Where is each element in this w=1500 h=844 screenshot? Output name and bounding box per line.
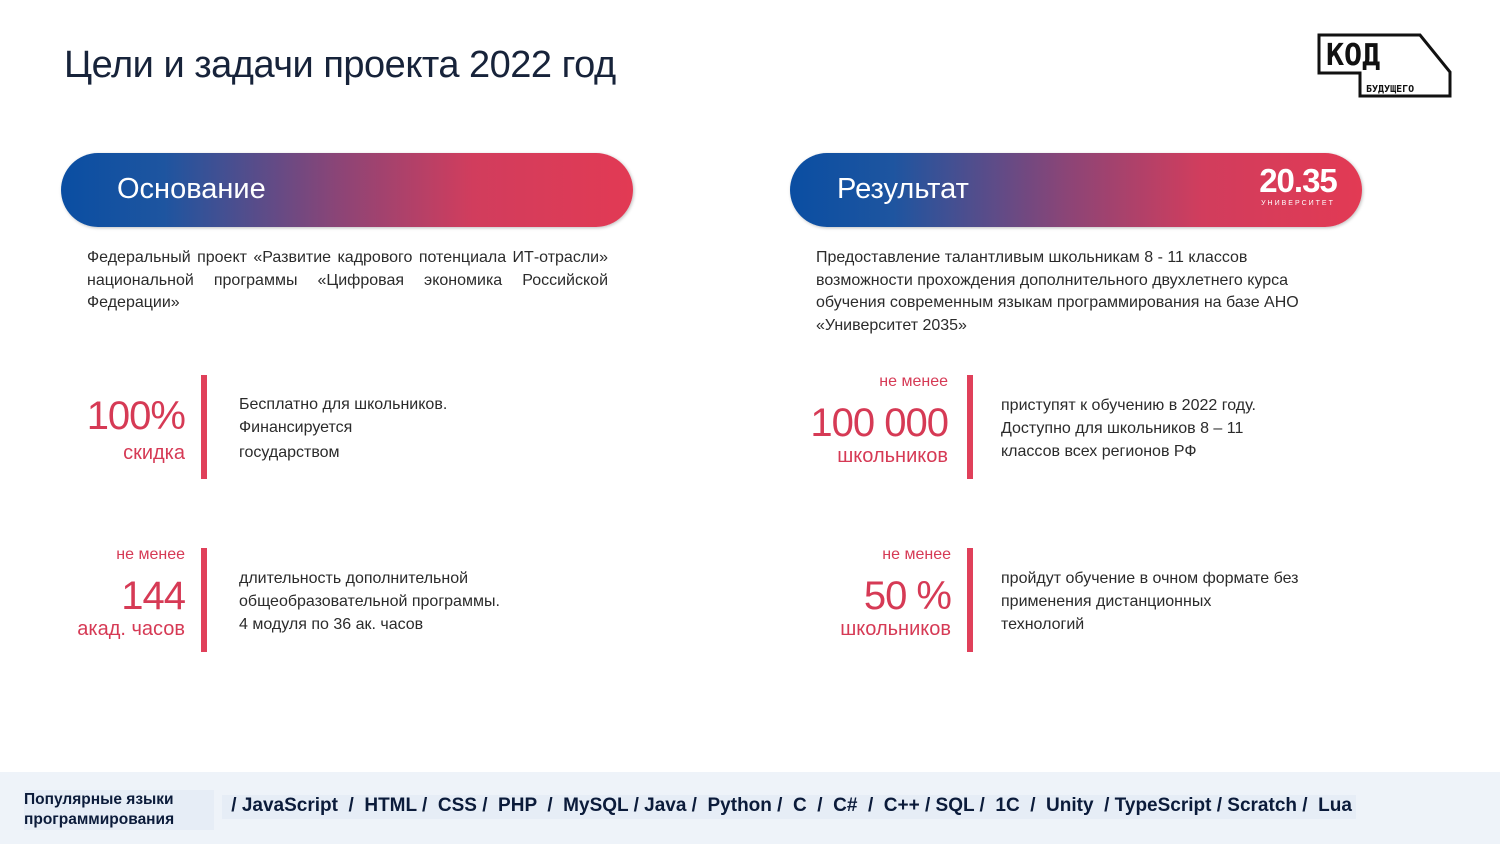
offline-text: [1001, 567, 1298, 636]
discount-unit: скидка: [123, 442, 185, 464]
result-description: Предоставление талантливым школьникам 8 - 11 классов возможности прохождения дополнительного двухлетнего курса обучения современным языкам программирования на базе АНО «Университет 2035»: [816, 249, 1299, 334]
offline-text-line: технологий: [1001, 616, 1085, 633]
kod-logo-subtext: БУДУЩЕГО: [1366, 84, 1415, 95]
students-text-line: классов всех регионов РФ: [1001, 443, 1197, 460]
students-text-line: приступят к обучению в 2022 году.: [1001, 397, 1256, 414]
footer-label-line: Популярные языки: [24, 791, 174, 808]
students-text-line: Доступно для школьников 8 – 11: [1001, 420, 1244, 437]
university-logo-number: 20.35: [1259, 162, 1337, 199]
hours-text: [239, 567, 500, 636]
offline-text-line: пройдут обучение в очном формате без: [1001, 570, 1299, 587]
basis-header-pill: [61, 153, 633, 227]
discount-text-line: Бесплатно для школьников.: [239, 396, 448, 413]
kod-logo-text: КОД: [1326, 38, 1381, 73]
offline-divider: [967, 548, 973, 652]
offline-text-line: применения дистанционных: [1001, 593, 1212, 610]
discount-text-line: государством: [239, 444, 340, 461]
offline-unit: школьников: [840, 618, 951, 640]
discount-value: 100%: [86, 394, 185, 438]
hours-text-line: общеобразовательной программы.: [239, 593, 500, 610]
university-2035-logo: [1254, 163, 1342, 211]
students-divider: [967, 375, 973, 479]
students-prefix: не менее: [879, 373, 948, 390]
result-header-label: Результат: [837, 173, 969, 205]
basis-header-label: Основание: [117, 173, 266, 205]
university-logo-subtext: УНИВЕРСИТЕТ: [1261, 200, 1335, 207]
hours-text-line: 4 модуля по 36 ак. часов: [239, 616, 424, 633]
students-unit: школьников: [837, 445, 948, 467]
basis-description: Федеральный проект «Развитие кадрового потенциала ИТ-отрасли» национальной программы «Цифровая экономика Российской Федерации»: [87, 249, 608, 311]
discount-text-line: Финансируется: [239, 419, 353, 436]
offline-prefix: не менее: [882, 546, 951, 563]
offline-stat: [800, 546, 951, 641]
footer-label-line: программирования: [24, 811, 175, 828]
hours-unit: акад. часов: [77, 618, 185, 640]
discount-divider: [201, 375, 207, 479]
students-text: [1001, 394, 1256, 463]
hours-stat: [40, 546, 185, 641]
offline-value: 50 %: [863, 574, 951, 618]
hours-text-line: длительность дополнительной: [239, 570, 469, 587]
kod-logo: [1316, 32, 1452, 100]
page-title: Цели и задачи проекта 2022 год: [64, 44, 616, 86]
footer-languages-list: / JavaScript / HTML / CSS / PHP / MySQL / Java / Python / C / C# / C++ / SQL / 1C / Unity / TypeScript / Scratch / Lua: [222, 795, 1356, 819]
discount-stat: [60, 392, 185, 465]
discount-text: [239, 393, 447, 464]
hours-value: 144: [121, 574, 185, 618]
students-stat: [780, 373, 948, 468]
result-header-pill: [790, 153, 1362, 227]
hours-divider: [201, 548, 207, 652]
footer-languages-label: [24, 790, 214, 830]
hours-prefix: не менее: [116, 546, 185, 563]
students-value: 100 000: [810, 401, 948, 445]
